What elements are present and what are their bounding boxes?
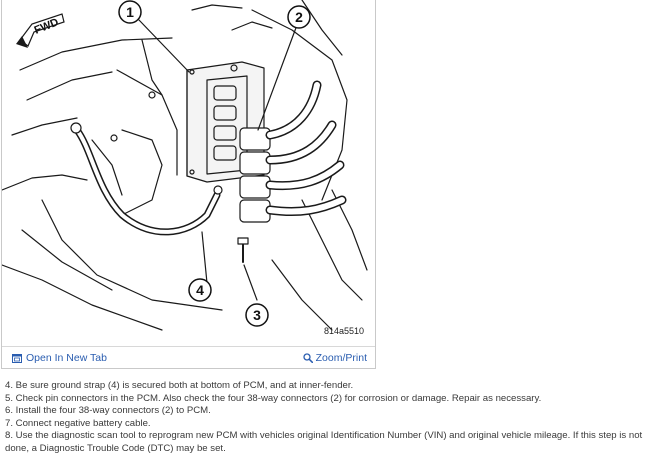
zoom-print-link[interactable] (303, 352, 367, 364)
step-5: 5. Check pin connectors in the PCM. Also check the four 38-way connectors (2) for corrosion or damage. Repair as necessary. (5, 392, 542, 404)
svg-text:3: 3 (253, 307, 261, 323)
step-6: 6. Install the four 38-way connectors (2) to PCM. (5, 405, 211, 416)
callout-4 (189, 279, 211, 301)
step-8: 8. Use the diagnostic scan tool to reprogram new PCM with vehicles original Identification Number (VIN) and original vehicle mileage. If this step is not done, a Diagnostic Trouble Code (DTC) may be set. (5, 430, 643, 454)
figure-panel (1, 0, 376, 369)
svg-text:2: 2 (295, 9, 303, 25)
open-window-icon (12, 354, 22, 363)
step-4: 4. Be sure ground strap (4) is secured both at bottom of PCM, and at inner-fender. (5, 380, 354, 391)
open-in-new-tab-label: Open In New Tab (26, 352, 107, 364)
open-in-new-tab-link[interactable] (12, 352, 107, 364)
procedure-steps (5, 380, 645, 455)
pcm-installation-illustration (2, 0, 375, 344)
step-7: 7. Connect negative battery cable. (5, 417, 151, 429)
figure-toolbar (2, 346, 375, 366)
callout-2 (288, 6, 310, 28)
fwd-label: FWD (32, 16, 61, 37)
svg-text:4: 4 (196, 282, 204, 298)
callout-3 (246, 304, 268, 326)
svg-text:1: 1 (126, 4, 134, 20)
magnifier-icon (303, 353, 313, 363)
figure-id: 814a5510 (324, 326, 365, 336)
callout-1 (119, 1, 141, 23)
fwd-arrow-icon (16, 14, 64, 48)
zoom-print-label: Zoom/Print (315, 352, 367, 364)
